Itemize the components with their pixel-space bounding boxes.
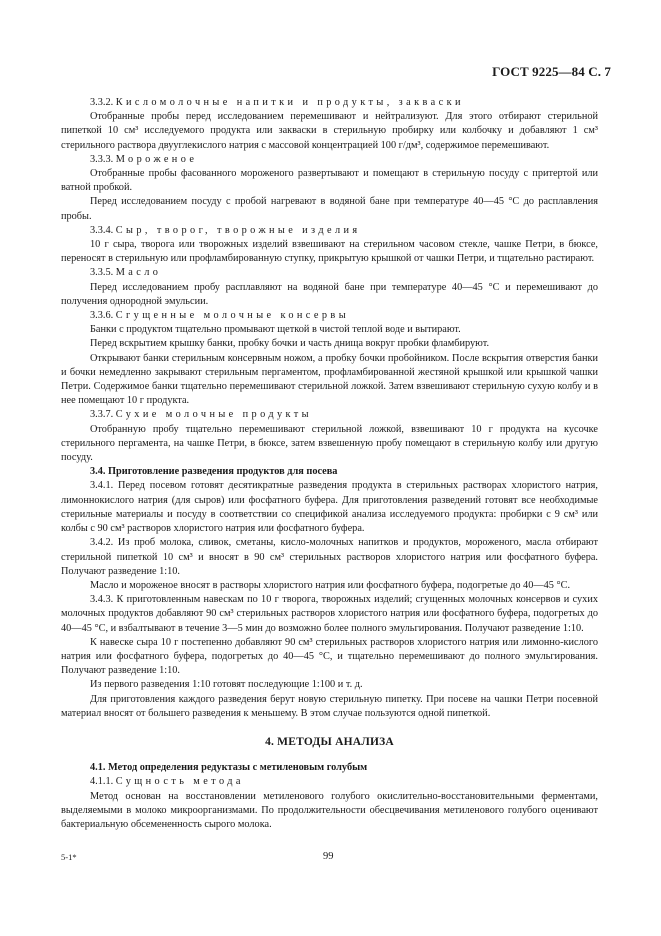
subsection-title: Сухие молочные продукты: [115, 409, 312, 421]
paragraph: 10 г сыра, творога или творожных изделий взвешивают на стерильном часовом стекле, чашке Петри, в бюксе, переносят в стерильную или профламбированную ступку, прикрытую крышкой от чашки Петри, и тщательно растирают.: [61, 239, 598, 265]
subsection-number: 3.3.7.: [90, 409, 114, 421]
subsection-heading: [61, 266, 598, 280]
subsection-number: 3.3.5.: [90, 267, 114, 279]
subsection-number: 3.3.2.: [90, 97, 114, 108]
section-heading: 3.4. Приготовление разведения продуктов для посева: [90, 466, 338, 478]
subsection-heading: [61, 309, 598, 323]
paragraph: Отобранную пробу тщательно перемешивают стерильной ложкой, взвешивают 10 г продукта на кусочке стерильного пергамента, на чашке Петри, в бюксе, затем взвешенную пробу помещают в стерильную колбу или другую посуду.: [61, 423, 598, 464]
subsection-heading: [61, 775, 598, 789]
paragraph: Масло и мороженое вносят в растворы хлористого натрия или фосфатного буфера, подогретые до 40—45 °С.: [90, 579, 571, 591]
paragraph: 3.4.1. Перед посевом готовят десятикратные разведения продукта в стерильных растворах хлористого натрия, лимоннокислого натрия (для сыров) или фосфатного буфера. Для приготовления разведений готовят все необходимые стерильные материалы и посуду в соответствии со спецификой анализа исследуемого продукта: пробирки с 9 см³ или колбы с 90 см³ растворов хлористого натрия или фосфатного буфера.: [61, 480, 598, 535]
paragraph: 3.4.3. К приготовленным навескам по 10 г творога, творожных изделий; сгущенных молочных консервов и сухих молочных продуктов добавляют 90 см³ стерильных растворов хлористого натрия или фосфатного буфера, подогретых до 40—45 °С, и взбалтывают в течение 3—5 мин до возможно более полного эмульгирования. Получают разведение 1:10.: [61, 594, 598, 634]
paragraph: К навеске сыра 10 г постепенно добавляют 90 см³ стерильных растворов хлористого натрия или лимонно-кислого натрия или фосфатного буфера, подогретых до 40—45 °С, и тщательно перемешивают до полного эмульгирования. Получают разведение 1:10.: [61, 636, 598, 677]
subsection-title: Масло: [115, 267, 162, 279]
subsection-heading: [61, 96, 598, 110]
paragraph: Отобранные пробы перед исследованием перемешивают и нейтрализуют. Для этого отбирают стерильной пипеткой 10 см³ исследуемого продукта или закваски в стерильную пробирку или колбочку и добавляют 1 см³ стерильного раствора двууглекислого натрия с массовой концентрацией 100 г/дм³, содержимое перемешивают.: [61, 111, 598, 151]
paragraph: Для приготовления каждого разведения берут новую стерильную пипетку. При посеве на чашки Петри посевной материал вносят от большего разведения к меньшему. В этом случае пользуются одной пипеткой.: [61, 693, 598, 719]
paragraph: Перед исследованием пробу расплавляют на водяной бане при температуре 40—45 °С и перемешивают до получения однородной эмульсии.: [61, 281, 598, 307]
paragraph: Банки с продуктом тщательно промывают щеткой в чистой теплой воде и вытирают.: [90, 324, 461, 336]
paragraph: Открывают банки стерильным консервным ножом, а пробку бочки пробойником. После вскрытия отверстия банки и бочки немедленно закрывают стерильным пергаментом, профламбированной жестяной крышкой или крышкой чашки Петри. Содержимое банки тщательно перемешивают стерильной ложкой. Затем взвешивают стерильную сухую колбу и в нее помещают 10 г продукта.: [61, 352, 598, 407]
subsection-number: 3.3.4.: [90, 224, 114, 236]
paragraph: Перед исследованием посуду с пробой нагревают в водяной бане при температуре 40—45 °С до расплавления пробы.: [61, 196, 598, 222]
subsection-number: 3.3.6.: [90, 310, 114, 322]
paragraph: Перед вскрытием крышку банки, пробку бочки и часть днища вокруг пробки фламбируют.: [90, 338, 490, 350]
subsection-heading: [61, 224, 598, 238]
subsection-title: Сгущенные молочные консервы: [115, 310, 350, 322]
document-body: [61, 96, 598, 832]
subsection-number: 3.3.3.: [90, 153, 114, 165]
chapter-title: 4. МЕТОДЫ АНАЛИЗА: [265, 735, 394, 748]
section-heading: 4.1. Метод определения редуктазы с метиленовым голубым: [90, 762, 368, 774]
subsection-number: 4.1.1.: [90, 776, 114, 788]
paragraph: Отобранные пробы фасованного мороженого развертывают и помещают в стерильную посуду с притертой или ватной пробкой.: [61, 168, 598, 194]
subsection-title: Сущность метода: [115, 776, 244, 788]
paragraph: Из первого разведения 1:10 готовят последующие 1:100 и т. д.: [90, 679, 363, 691]
sheet-mark: 5-1*: [61, 852, 77, 862]
subsection-title: Кисломолочные напитки и продукты, закваски: [115, 97, 464, 108]
page-number: 99: [323, 851, 334, 862]
subsection-title: Сыр, творог, творожные изделия: [115, 224, 361, 236]
paragraph: 3.4.2. Из проб молока, сливок, сметаны, кисло-молочных напитков и продуктов, мороженого, масла отбирают стерильной пипеткой 10 см³ и вносят в 90 см³ стерильных растворов хлористого натрия или фосфатного буфера. Получают разведение 1:10.: [61, 537, 598, 577]
subsection-heading: [61, 408, 598, 422]
paragraph: Метод основан на восстановлении метиленового голубого окислительно-восстановительными ферментами, выделяемыми в молоко микроорганизмами. По продолжительности обесцвечивания метиленового голубого оценивают бактериальную обсемененность сырого молока.: [61, 790, 598, 830]
subsection-heading: [61, 153, 598, 167]
document-header: ГОСТ 9225—84 С. 7: [492, 64, 611, 79]
subsection-title: Мороженое: [115, 153, 198, 165]
